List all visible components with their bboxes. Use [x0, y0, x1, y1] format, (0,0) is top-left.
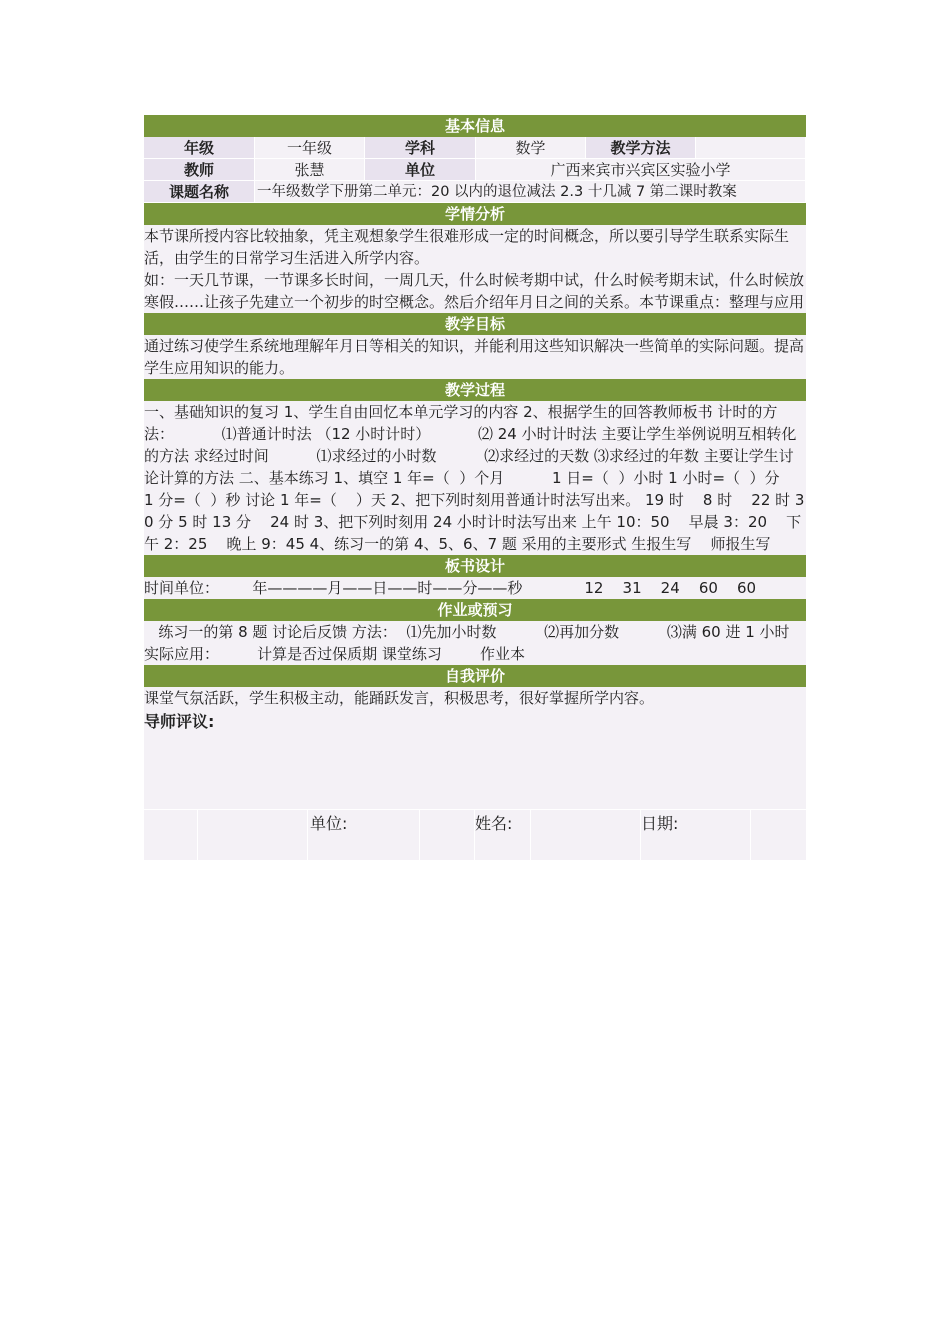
subject-label: 学科: [365, 137, 476, 159]
self-eval-header: 自我评价: [144, 665, 806, 687]
teacher-label: 教师: [144, 159, 255, 181]
homework-header: 作业或预习: [144, 599, 806, 621]
tutor-comment-label: 导师评议:: [144, 712, 215, 731]
lesson-plan-document: [144, 115, 828, 860]
tutor-comment-area: [144, 709, 806, 809]
analysis-header: 学情分析: [144, 203, 806, 225]
signature-name-label: 姓名:: [475, 809, 531, 860]
homework-text: 练习一的第 8 题 讨论后反馈 方法： ⑴先加小时数 ⑵再加分数 ⑶满 60 进 1 小时 实际应用： 计算是否过保质期 课堂练习 作业本: [144, 623, 819, 663]
signature-row: [144, 809, 806, 860]
signature-date-label: 日期:: [641, 809, 751, 860]
signature-cell-empty-1: [144, 809, 198, 860]
signature-cell-empty-5: [751, 809, 806, 860]
title-label: 课题名称: [144, 181, 255, 203]
signature-unit-label: 单位:: [308, 809, 420, 860]
signature-cell-empty-2: [198, 809, 308, 860]
method-label: 教学方法: [586, 137, 696, 159]
title-value: 一年级数学下册第二单元：20 以内的退位减法 2.3 十几减 7 第二课时教案: [255, 181, 806, 203]
goal-text: 通过练习使学生系统地理解年月日等相关的知识，并能利用这些知识解决一些简单的实际问题。提高学生应用知识的能力。: [144, 337, 805, 377]
signature-cell-empty-3: [420, 809, 475, 860]
board-text: 时间单位： 年————月——日——时——分——秒 12 31 24 60 60: [144, 577, 806, 599]
self-eval-text: 课堂气氛活跃，学生积极主动，能踊跃发言，积极思考，很好掌握所学内容。: [144, 687, 806, 709]
analysis-text: 本节课所授内容比较抽象，凭主观想象学生很难形成一定的时间概念，所以要引导学生联系实际生活，由学生的日常学习生活进入所学内容。 如：一天几节课，一节课多长时间，一周几天，什么时候考期中试，什么时候考期末试，什么时候放寒假……让孩子先建立一个初步的时空概念。然后介绍年月日之间的关系。本节课重点：整理与应用: [144, 227, 805, 311]
goal-header: 教学目标: [144, 313, 806, 335]
basic-info-header: 基本信息: [144, 115, 806, 137]
teacher-value: 张慧: [255, 159, 365, 181]
unit-label: 单位: [365, 159, 476, 181]
method-value: [696, 137, 806, 159]
basic-row-2: [144, 159, 806, 181]
grade-value: 一年级: [255, 137, 365, 159]
process-text: 一、基础知识的复习 1、学生自由回忆本单元学习的内容 2、根据学生的回答教师板书 计时的方法： ⑴普通计时法 （12 小时计时） ⑵ 24 小时计时法 主要让学生举例说明互相转化的方法 求经过时间 ⑴求经过的小时数 ⑵求经过的天数 ⑶求经过的年数 主要让学生讨论计算的方法 二、基本练习 1、填空 1 年=（ ）个月 1 日=（ ）小时 1 小时=（ ）分 1 分=（ ）秒 讨论 1 年=（ ）天 2、把下列时刻用普通计时法写出来。 19 时 8 时 22 时 30 分 5 时 13 分 24 时 3、把下列时刻用 24 小时计时法写出来 上午 10：50 早晨 3：20 下午 2：25 晚上 9：45 4、练习一的第 4、5、6、7 题 采用的主要形式 生报生写 师报生写: [144, 403, 828, 553]
signature-cell-empty-4: [531, 809, 641, 860]
basic-row-3: [144, 181, 806, 203]
grade-label: 年级: [144, 137, 255, 159]
unit-value: 广西来宾市兴宾区实验小学: [476, 159, 806, 181]
board-header: 板书设计: [144, 555, 806, 577]
subject-value: 数学: [476, 137, 586, 159]
basic-row-1: [144, 137, 806, 159]
process-header: 教学过程: [144, 379, 806, 401]
